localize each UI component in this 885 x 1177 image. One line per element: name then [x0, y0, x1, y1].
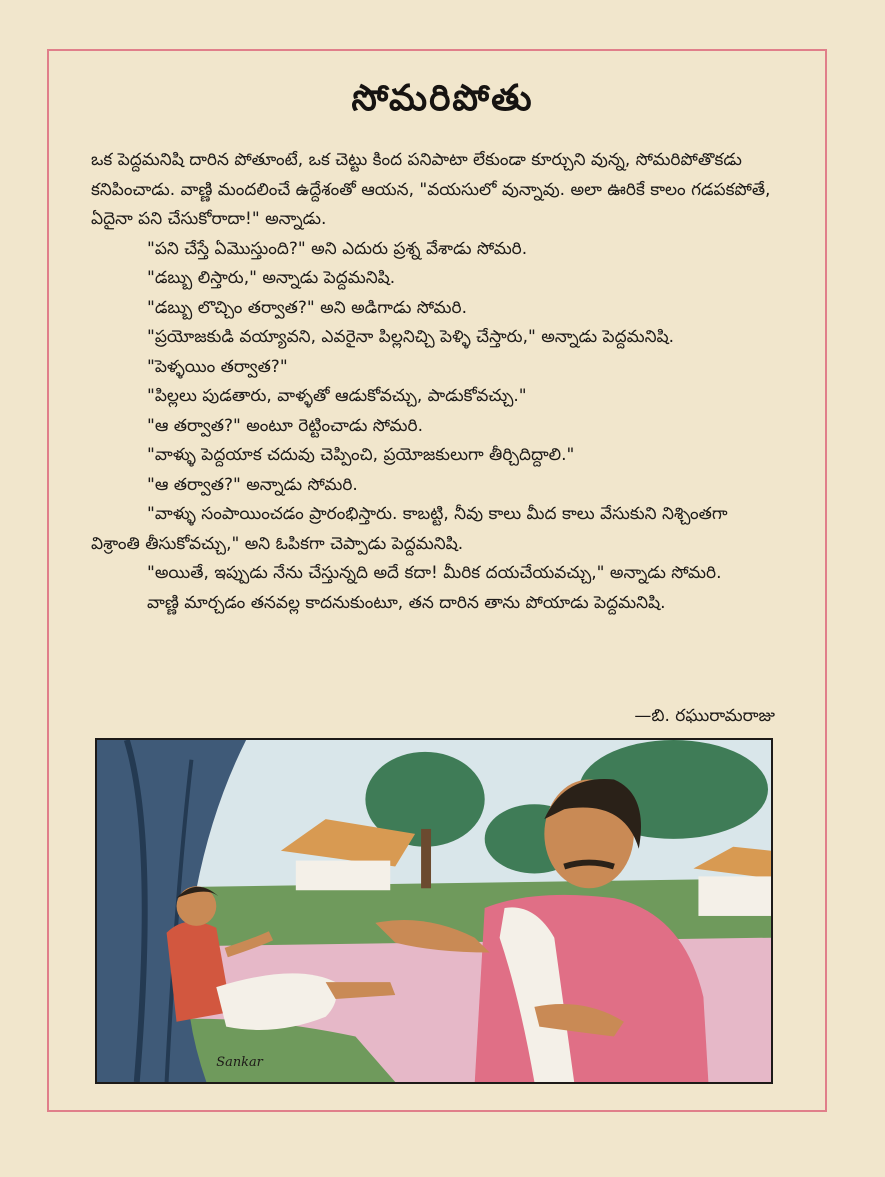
- story-paragraph: "పని చేస్తే ఏమొస్తుంది?" అని ఎదురు ప్రశ్న వేశాడు సోమరి.: [147, 238, 528, 259]
- story-paragraph: "అయితే, ఇప్పుడు నేను చేస్తున్నది అదే కదా! మీరిక దయచేయవచ్చు," అన్నాడు సోమరి.: [147, 563, 722, 583]
- story-paragraph: "డబ్బు లొచ్చిం తర్వాత?" అని అడిగాడు సోమరి.: [147, 297, 468, 318]
- hut-wall: [698, 876, 771, 916]
- story-paragraph: "ఆ తర్వాత?" అంటూ రెట్టించాడు సోమరి.: [147, 415, 423, 436]
- artist-signature: Sankar: [216, 1055, 263, 1071]
- illustration-scene: [97, 740, 771, 1082]
- story-paragraph: "పిల్లలు పుడతారు, వాళ్ళతో ఆడుకోవచ్చు, పాడుకోవచ్చు.": [147, 386, 527, 406]
- story-title: సోమరిపోతు: [351, 78, 534, 119]
- story-paragraph: "పెళ్ళయిం తర్వాత?": [147, 356, 288, 377]
- tree-trunk: [421, 829, 431, 888]
- story-paragraph: "డబ్బు లిస్తారు," అన్నాడు పెద్దమనిషి.: [147, 268, 396, 288]
- story-paragraph: ఒక పెద్దమనిషి దారిన పోతూంటే, ఒక చెట్టు కింద పనిపాటా లేకుండా కూర్చుని వున్న, సోమరిపోతొకడు కనిపించాడు. వాణ్ణి మందలించే ఉద్దేశంతో ఆయన, "వయసులో వున్నావు. అలా ఊరికే కాలం గడపకపోతే, ఏదైనా పని చేసుకోరాదా!" అన్నాడు.: [91, 150, 771, 229]
- story-paragraph: వాణ్ణి మార్చడం తనవల్ల కాదనుకుంటూ, తన దారిన తాను పోయాడు పెద్దమనిషి.: [147, 592, 666, 613]
- story-paragraph: "వాళ్ళు సంపాయించడం ప్రారంభిస్తారు. కాబట్టి, నీవు కాలు మీద కాలు వేసుకుని నిశ్చింతగా విశ్రాంతి తీసుకోవచ్చు," అని ఓపికగా చెప్పాడు పెద్దమనిషి.: [91, 504, 728, 554]
- author-credit: —బి. రఘురామరాజు: [634, 706, 775, 726]
- story-paragraph: "ప్రయోజకుడి వయ్యావని, ఎవరైనా పిల్లనిచ్చి పెళ్ళి చేస్తారు," అన్నాడు పెద్దమనిషి.: [147, 327, 675, 347]
- story-paragraph: "ఆ తర్వాత?" అన్నాడు సోమరి.: [147, 474, 358, 495]
- hut-wall: [296, 861, 390, 891]
- story-paragraph: "వాళ్ళు పెద్దయాక చదువు చెప్పించి, ప్రయోజకులుగా తీర్చిదిద్దాలి.": [147, 445, 575, 465]
- story-illustration: [95, 738, 773, 1084]
- story-body: [91, 146, 775, 618]
